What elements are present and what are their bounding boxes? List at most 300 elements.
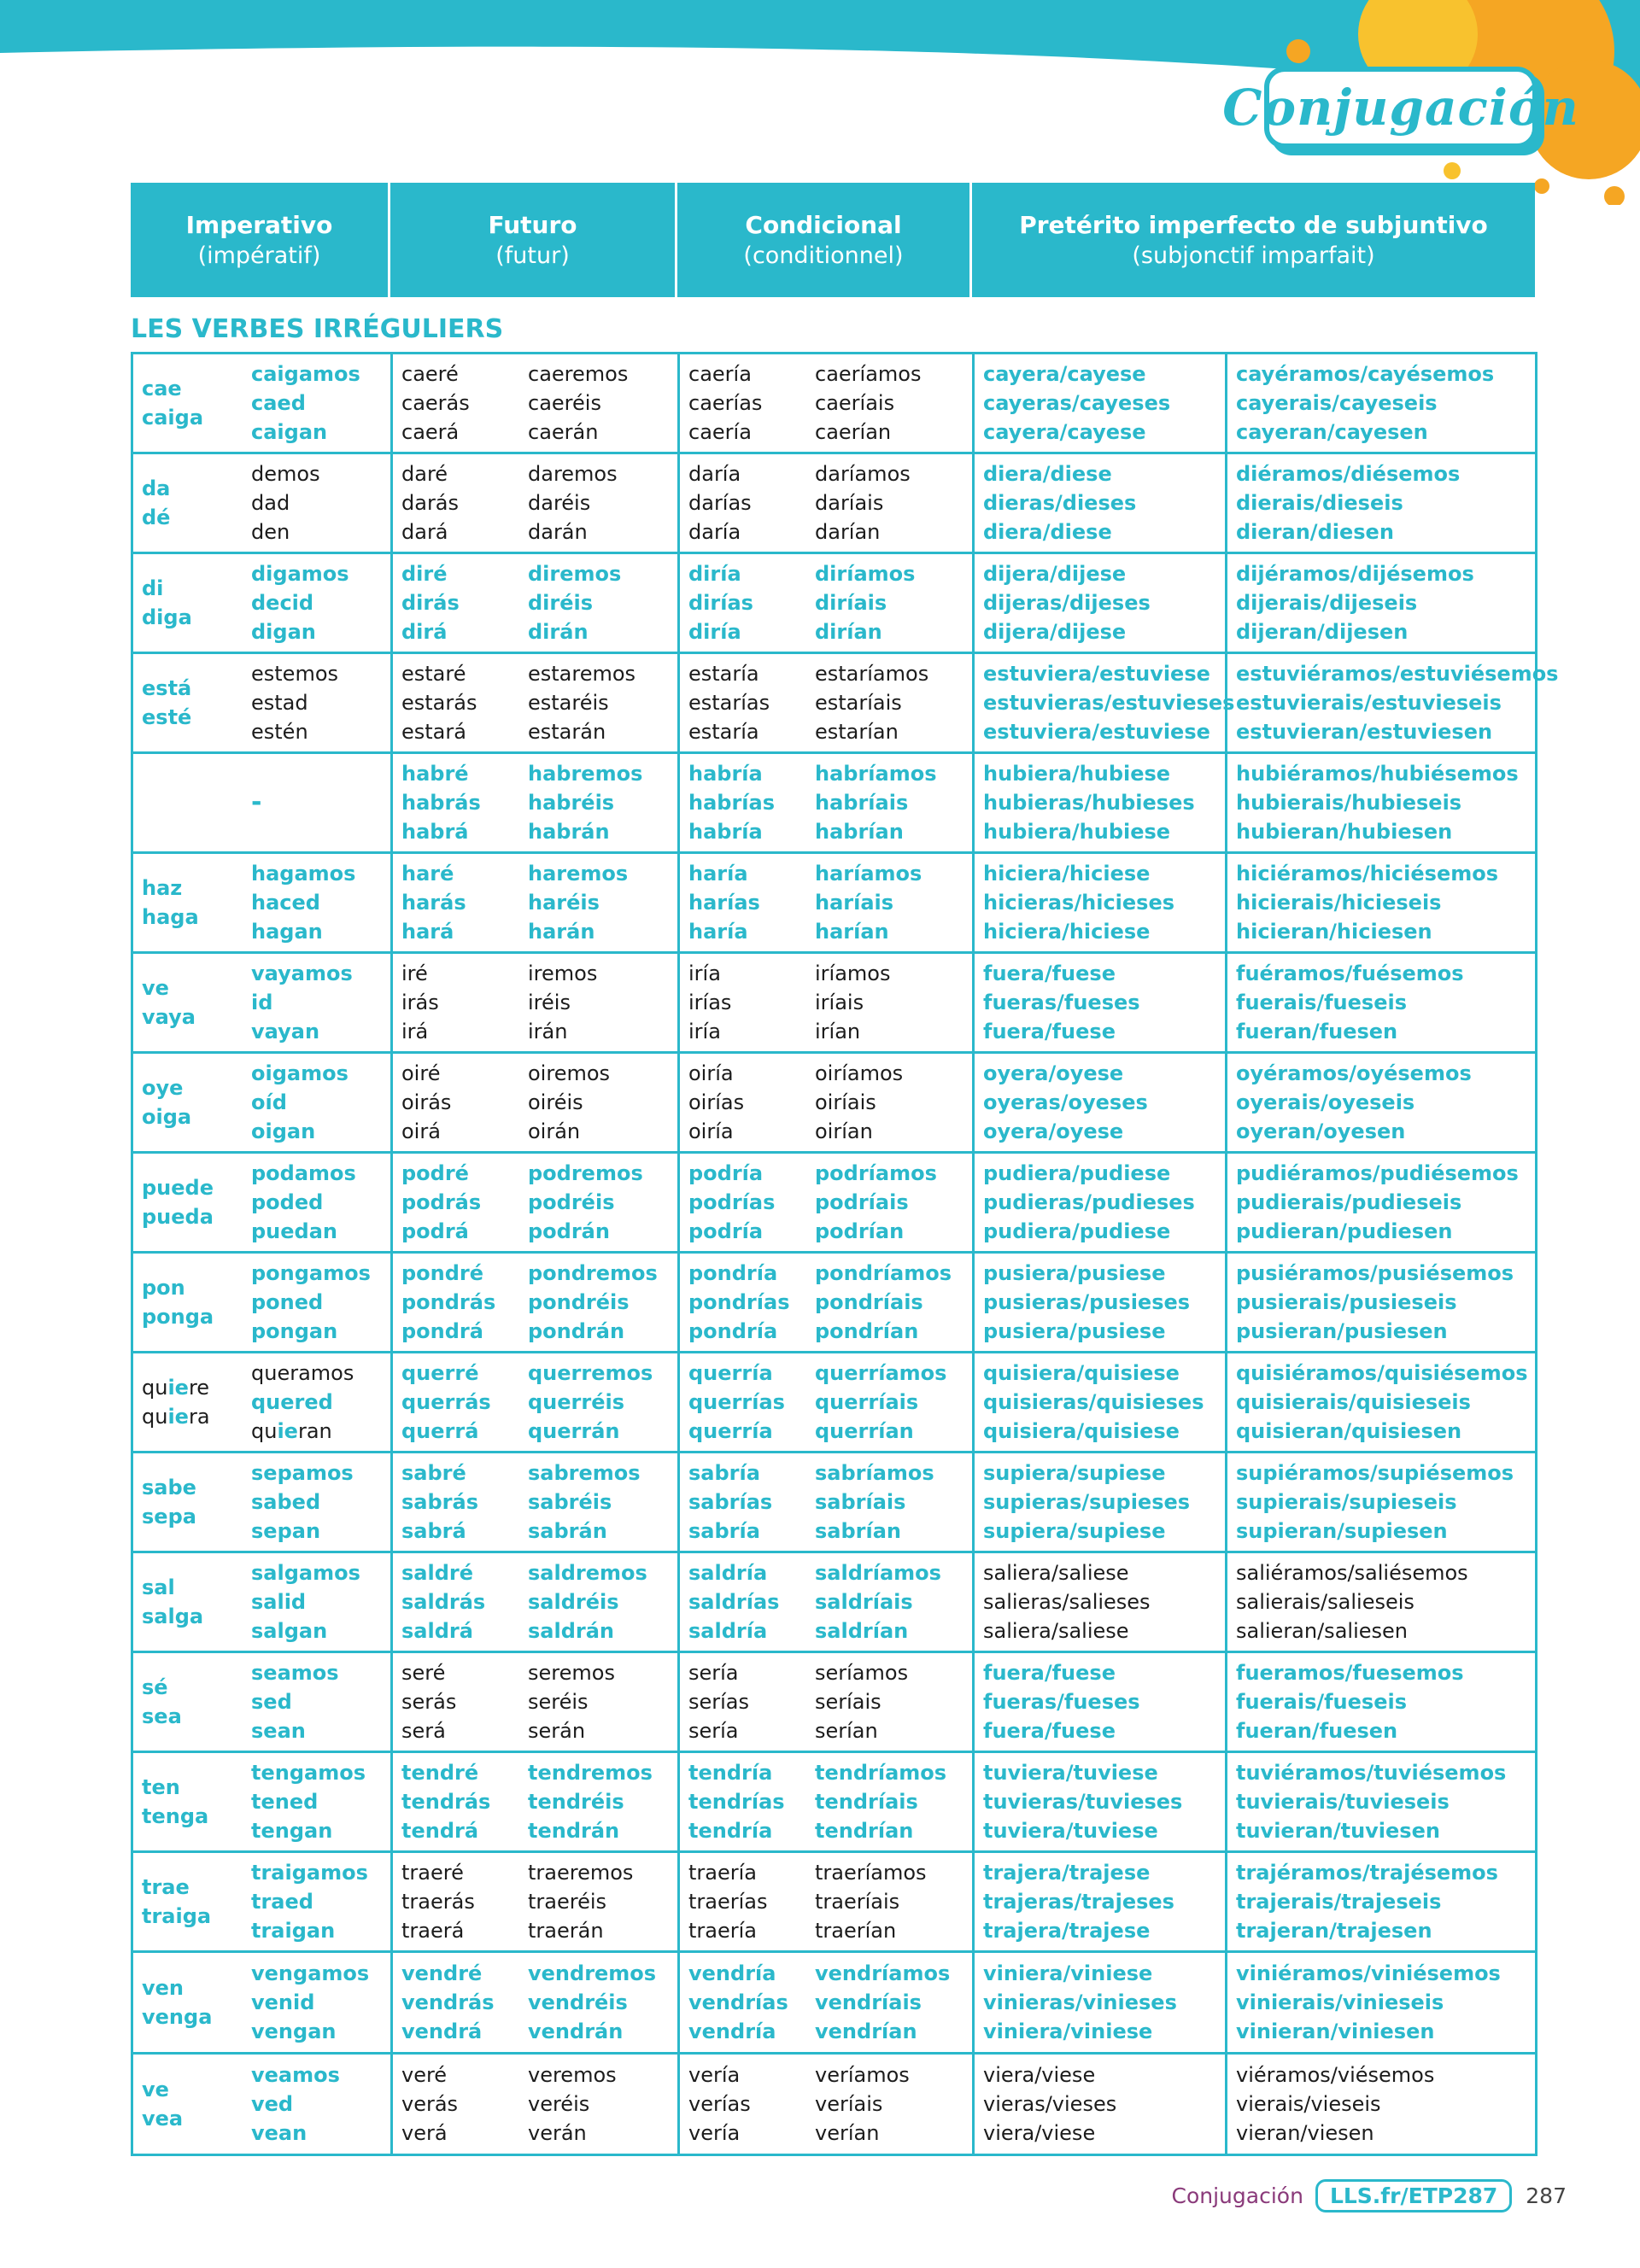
verb-form: querríais	[815, 1390, 919, 1414]
verb-form: estaría	[688, 720, 759, 744]
verb-form: iría	[688, 962, 721, 985]
cell-futuro	[392, 953, 679, 1053]
verb-form: haced	[251, 891, 320, 915]
verb-form: traeríais	[815, 1890, 900, 1914]
cell-subjuntivo-plural	[1227, 753, 1537, 853]
imperativo-singular	[142, 1173, 251, 1231]
verb-form: serán	[528, 1719, 586, 1743]
cell-condicional	[679, 1353, 974, 1453]
verb-form: traería	[688, 1919, 757, 1943]
cell-subjuntivo-plural	[1227, 1253, 1537, 1353]
verb-form: daremos	[528, 462, 618, 486]
verb-form: fueramos/fuesemos	[1236, 1661, 1464, 1685]
singular-forms	[401, 959, 528, 1046]
verb-form: supieras/supieses	[983, 1490, 1191, 1514]
verb-form: traerás	[401, 1890, 475, 1914]
verb-form: sabremos	[528, 1461, 641, 1485]
verb-form: serías	[688, 1690, 750, 1714]
verb-form: venga	[142, 2005, 213, 2029]
verb-form: pusiera/pusiese	[983, 1319, 1166, 1343]
table-row	[132, 2054, 1537, 2155]
footer-link-code[interactable]: LLS.fr/ETP287	[1315, 2179, 1512, 2212]
cell-subjuntivo-plural	[1227, 1952, 1537, 2054]
verb-form: pudiera/pudiese	[983, 1219, 1171, 1243]
plural-forms	[528, 1959, 671, 2046]
verb-form: quered	[251, 1390, 333, 1414]
verb-form: saldrás	[401, 1590, 486, 1614]
header-sub: (futur)	[495, 243, 570, 269]
verb-form: oyerais/oyeseis	[1236, 1090, 1415, 1114]
imperativo-plural	[251, 859, 384, 946]
singular-forms	[401, 2060, 528, 2148]
verb-form: demos	[251, 462, 320, 486]
singular-forms	[688, 759, 815, 846]
verb-form: daré	[401, 462, 448, 486]
plural-forms	[815, 1558, 965, 1645]
verb-form: tuvieras/tuvieses	[983, 1790, 1183, 1814]
verb-form: tendrá	[401, 1819, 479, 1843]
verb-form: traerían	[815, 1919, 897, 1943]
table-row	[132, 354, 1537, 453]
verb-form: pondrán	[528, 1319, 625, 1343]
verb-form: fueran/fuesen	[1236, 1719, 1398, 1743]
verb-form: oirás	[401, 1090, 452, 1114]
verb-form: sabrán	[528, 1519, 607, 1543]
singular-forms	[401, 1259, 528, 1346]
verb-form: dirás	[401, 591, 460, 615]
header-subjuntivo	[972, 183, 1535, 297]
verb-form: habría	[688, 820, 763, 844]
verb-form: tendremos	[528, 1761, 653, 1785]
verb-form: saldríamos	[815, 1561, 941, 1585]
verb-form: tenga	[142, 1804, 209, 1828]
verb-form: pondréis	[528, 1290, 630, 1314]
verb-form: pondríais	[815, 1290, 923, 1314]
verb-form: querrás	[401, 1390, 491, 1414]
verb-form: haréis	[528, 891, 600, 915]
singular-forms	[688, 1458, 815, 1546]
singular-forms	[688, 1259, 815, 1346]
cell-condicional	[679, 1852, 974, 1952]
plural-forms	[815, 759, 965, 846]
verb-form: sabrá	[401, 1519, 466, 1543]
verb-form: pongamos	[251, 1261, 371, 1285]
table-row	[132, 1353, 1537, 1453]
verb-form: tuvierais/tuvieseis	[1236, 1790, 1450, 1814]
verb-form: pondremos	[528, 1261, 658, 1285]
verb-form: vería	[688, 2063, 741, 2087]
verb-form: daríais	[815, 491, 884, 515]
cell-imperativo	[132, 354, 392, 453]
verb-form: cayéramos/cayésemos	[1236, 362, 1495, 386]
verb-form: vería	[688, 2121, 741, 2145]
verb-form: dijeras/dijeses	[983, 591, 1151, 615]
singular-forms	[401, 1959, 528, 2046]
verb-form: oyeras/oyeses	[983, 1090, 1148, 1114]
imperativo-plural	[251, 1658, 384, 1745]
verb-form: podrá	[401, 1219, 469, 1243]
verb-form: saliera/saliese	[983, 1561, 1129, 1585]
cell-futuro	[392, 1552, 679, 1652]
verb-form: veríais	[815, 2092, 883, 2116]
table-row	[132, 853, 1537, 953]
table-row	[132, 653, 1537, 753]
table-row	[132, 453, 1537, 553]
verb-form: oíd	[251, 1090, 287, 1114]
verb-form: pondría	[688, 1319, 778, 1343]
verb-form: ve	[142, 976, 169, 1000]
verb-form: oyera/oyese	[983, 1119, 1124, 1143]
verb-form: estemos	[251, 662, 339, 686]
cell-imperativo	[132, 453, 392, 553]
singular-forms	[688, 559, 815, 646]
imperativo-plural	[251, 1558, 384, 1645]
verb-form: estarían	[815, 720, 899, 744]
verb-form: pondría	[688, 1261, 778, 1285]
verb-form: saldrías	[688, 1590, 780, 1614]
cell-imperativo	[132, 653, 392, 753]
verb-form: saldrán	[528, 1619, 615, 1643]
verb-form: haríais	[815, 891, 894, 915]
cell-imperativo	[132, 953, 392, 1053]
cell-condicional	[679, 853, 974, 953]
verb-form: vierais/vieseis	[1236, 2092, 1381, 2116]
cell-imperativo	[132, 853, 392, 953]
verb-form: vendría	[688, 2020, 776, 2043]
header-sub: (impératif)	[197, 243, 321, 269]
verb-form: dijerais/dijeseis	[1236, 591, 1418, 615]
cell-subjuntivo-singular	[974, 1652, 1227, 1752]
verb-form: oye	[142, 1076, 184, 1100]
verb-form: caerías	[688, 391, 763, 415]
verb-form: caeríamos	[815, 362, 922, 386]
verb-form: salid	[251, 1590, 307, 1614]
imperativo-singular	[142, 1273, 251, 1331]
verb-form: estará	[401, 720, 466, 744]
verb-form: diremos	[528, 562, 622, 586]
verb-form: podréis	[528, 1190, 615, 1214]
verb-form: id	[251, 991, 273, 1014]
verb-form: hubiera/hubiese	[983, 762, 1171, 786]
verb-form: podamos	[251, 1161, 356, 1185]
verb-form: sabrás	[401, 1490, 478, 1514]
cell-futuro	[392, 1952, 679, 2054]
verb-form: caed	[251, 391, 306, 415]
cell-subjuntivo-plural	[1227, 853, 1537, 953]
verb-form: supiéramos/supiésemos	[1236, 1461, 1514, 1485]
verb-form: hubiera/hubiese	[983, 820, 1171, 844]
verb-form: querrá	[401, 1419, 479, 1443]
singular-forms	[401, 759, 528, 846]
verb-form: trajeran/trajesen	[1236, 1919, 1432, 1943]
cell-imperativo	[132, 1652, 392, 1752]
singular-forms	[688, 459, 815, 547]
verb-form: querrían	[815, 1419, 914, 1443]
verb-form: querría	[688, 1419, 773, 1443]
plural-forms	[815, 859, 965, 946]
plural-forms	[528, 1858, 671, 1945]
verb-form: sabríamos	[815, 1461, 934, 1485]
plural-forms	[815, 1658, 965, 1745]
verb-form: vendrá	[401, 2020, 483, 2043]
singular-forms	[401, 659, 528, 746]
imperativo-plural	[251, 459, 384, 547]
stem-change-highlight: ie	[277, 1419, 298, 1443]
verb-form: trae	[142, 1875, 190, 1899]
verb-form: traerías	[688, 1890, 768, 1914]
verb-form: oiríais	[815, 1090, 876, 1114]
verb-form: traeréis	[528, 1890, 607, 1914]
verb-form: vendríamos	[815, 1961, 951, 1985]
verb-form: tened	[251, 1790, 319, 1814]
singular-forms	[688, 1658, 815, 1745]
plural-forms	[528, 1558, 671, 1645]
verb-form: den	[251, 520, 290, 544]
verb-form: dirías	[688, 591, 753, 615]
verb-form: sean	[251, 1719, 306, 1743]
verb-form: ten	[142, 1775, 180, 1799]
imperativo-plural	[251, 1259, 384, 1346]
verb-form: trajéramos/trajésemos	[1236, 1861, 1498, 1885]
cell-condicional	[679, 553, 974, 653]
cell-imperativo	[132, 1852, 392, 1952]
verb-form: cayeran/cayesen	[1236, 420, 1428, 444]
verb-form: viniera/viniese	[983, 1961, 1153, 1985]
verb-form: estaremos	[528, 662, 636, 686]
verb-form: habríamos	[815, 762, 937, 786]
singular-forms	[401, 1359, 528, 1446]
verb-form: estuviera/estuviese	[983, 662, 1210, 686]
verb-form: saldremos	[528, 1561, 647, 1585]
verb-form: saliéramos/saliésemos	[1236, 1561, 1468, 1585]
imperativo-plural	[251, 1959, 384, 2046]
verb-form: serás	[401, 1690, 457, 1714]
verb-form: verían	[815, 2121, 880, 2145]
cell-futuro	[392, 1453, 679, 1552]
plural-forms	[815, 1159, 965, 1246]
verb-form: viéramos/viésemos	[1236, 2063, 1435, 2087]
verb-form: puedan	[251, 1219, 338, 1243]
verb-form: hicieran/hiciesen	[1236, 920, 1432, 944]
imperativo-singular	[142, 2075, 251, 2133]
verb-form: darías	[688, 491, 752, 515]
plural-forms	[815, 1059, 965, 1146]
verb-form: estaría	[688, 662, 759, 686]
verb-form: cayera/cayese	[983, 420, 1146, 444]
cell-subjuntivo-plural	[1227, 2054, 1537, 2155]
plural-forms	[815, 1259, 965, 1346]
singular-forms	[688, 1059, 815, 1146]
verb-form: veré	[401, 2063, 448, 2087]
plural-forms	[815, 1359, 965, 1446]
verb-form: tuvieran/tuviesen	[1236, 1819, 1440, 1843]
verb-form: seremos	[528, 1661, 615, 1685]
page-title-box	[1222, 67, 1579, 149]
verb-form: vendré	[401, 1961, 483, 1985]
table-header	[131, 183, 1535, 297]
verb-form: seré	[401, 1661, 446, 1685]
plural-forms	[528, 859, 671, 946]
verb-form: estaríamos	[815, 662, 929, 686]
verb-form: saliera/saliese	[983, 1619, 1129, 1643]
verb-form: estuvieras/estuvieses	[983, 691, 1235, 715]
verb-form: harías	[688, 891, 760, 915]
cell-imperativo	[132, 1552, 392, 1652]
cell-imperativo	[132, 2054, 392, 2155]
verb-form: sería	[688, 1661, 739, 1685]
verb-form: hicierais/hicieseis	[1236, 891, 1442, 915]
verb-form: hiciera/hiciese	[983, 862, 1151, 886]
verb-form: digan	[251, 620, 316, 644]
verb-form: quisiéramos/quisiésemos	[1236, 1361, 1528, 1385]
verb-form: vieras/vieses	[983, 2092, 1117, 2116]
verb-form: hagan	[251, 920, 323, 944]
plural-forms	[528, 659, 671, 746]
verb-form: estarás	[401, 691, 477, 715]
verb-form: habrían	[815, 820, 904, 844]
singular-forms	[401, 859, 528, 946]
verb-form: fueran/fuesen	[1236, 1020, 1398, 1043]
verb-form: decid	[251, 591, 314, 615]
verb-form: quisieran/quisiesen	[1236, 1419, 1462, 1443]
verb-form: habrías	[688, 791, 776, 815]
cell-subjuntivo-plural	[1227, 1752, 1537, 1852]
imperativo-singular	[142, 374, 251, 432]
verb-form: oiga	[142, 1105, 192, 1129]
verb-form: traerán	[528, 1919, 604, 1943]
header-main: Imperativo	[185, 211, 333, 239]
verb-form: supiera/supiese	[983, 1461, 1166, 1485]
verb-form: cayerais/cayeseis	[1236, 391, 1438, 415]
verb-form: poned	[251, 1290, 324, 1314]
plural-forms	[528, 459, 671, 547]
verb-form: sé	[142, 1675, 168, 1699]
singular-forms	[688, 1758, 815, 1845]
imperativo-singular	[142, 574, 251, 632]
verb-form: supierais/supieseis	[1236, 1490, 1457, 1514]
cell-subjuntivo-plural	[1227, 354, 1537, 453]
verb-form: vea	[142, 2107, 184, 2131]
imperativo-singular	[142, 474, 251, 532]
verb-form: irás	[401, 991, 439, 1014]
page-title: Conjugación	[1222, 79, 1579, 137]
cell-futuro	[392, 1652, 679, 1752]
page-footer	[1172, 2179, 1567, 2212]
verb-form: estad	[251, 691, 308, 715]
verb-form: haré	[401, 862, 454, 886]
singular-forms	[401, 1159, 528, 1246]
plural-forms	[528, 959, 671, 1046]
plural-forms	[815, 1959, 965, 2046]
section-title: LES VERBES IRRÉGULIERS	[131, 314, 504, 344]
verb-form: hubierais/hubieseis	[1236, 791, 1462, 815]
plural-forms	[528, 1658, 671, 1745]
verb-form: esté	[142, 705, 192, 729]
table-row	[132, 1852, 1537, 1952]
cell-futuro	[392, 453, 679, 553]
verb-form: hubieras/hubieses	[983, 791, 1195, 815]
verb-form: oirá	[401, 1119, 441, 1143]
cell-subjuntivo-singular	[974, 1752, 1227, 1852]
verb-form: hubieran/hubiesen	[1236, 820, 1453, 844]
verb-form: puede	[142, 1176, 214, 1200]
verb-form: podríamos	[815, 1161, 937, 1185]
imperativo-singular	[142, 1673, 251, 1731]
table-row	[132, 1552, 1537, 1652]
verb-form: trajeras/trajeses	[983, 1890, 1174, 1914]
imperativo-singular	[142, 1373, 251, 1431]
verb-form: sepan	[251, 1519, 321, 1543]
verb-form: saldrá	[401, 1619, 473, 1643]
cell-imperativo	[132, 1952, 392, 2054]
verb-form: vayan	[251, 1020, 320, 1043]
cell-futuro	[392, 753, 679, 853]
cell-subjuntivo-plural	[1227, 953, 1537, 1053]
verb-form: pusieran/pusiesen	[1236, 1319, 1448, 1343]
singular-forms	[688, 959, 815, 1046]
verb-form: pusiéramos/pusiésemos	[1236, 1261, 1514, 1285]
imperativo-plural	[251, 1359, 384, 1446]
verb-form: oirán	[528, 1119, 581, 1143]
verb-form: hará	[401, 920, 454, 944]
verb-form: vendremos	[528, 1961, 657, 1985]
verb-form: sabed	[251, 1490, 321, 1514]
header-sub: (subjonctif imparfait)	[1132, 243, 1375, 269]
cell-imperativo	[132, 1153, 392, 1253]
verb-form: darían	[815, 520, 881, 544]
verb-form: estuvierais/estuvieseis	[1236, 691, 1502, 715]
verb-form: querremos	[528, 1361, 653, 1385]
verb-form: dará	[401, 520, 448, 544]
verb-form: vean	[251, 2121, 308, 2145]
cell-imperativo	[132, 1053, 392, 1153]
imperativo-singular	[142, 1773, 251, 1831]
table-row	[132, 553, 1537, 653]
plural-forms	[815, 1758, 965, 1845]
verb-form: podría	[688, 1219, 764, 1243]
singular-forms	[688, 859, 815, 946]
verb-form: saldrían	[815, 1619, 909, 1643]
verb-form: oiremos	[528, 1061, 611, 1085]
cell-imperativo	[132, 1752, 392, 1852]
verb-form: tendrías	[688, 1790, 785, 1814]
verb-form: pusieras/pusieses	[983, 1290, 1191, 1314]
verb-form: pon	[142, 1276, 185, 1300]
verb-form: diera/diese	[983, 462, 1112, 486]
verb-form: saldré	[401, 1561, 473, 1585]
imperativo-singular	[142, 1073, 251, 1131]
verb-form: pongan	[251, 1319, 338, 1343]
verb-form: haríamos	[815, 862, 922, 886]
cell-subjuntivo-plural	[1227, 1153, 1537, 1253]
table-row	[132, 1453, 1537, 1552]
verb-form: querré	[401, 1361, 479, 1385]
cell-futuro	[392, 1852, 679, 1952]
verb-form: podremos	[528, 1161, 643, 1185]
cell-condicional	[679, 1153, 974, 1253]
verb-form: sed	[251, 1690, 292, 1714]
verb-form: sabrías	[688, 1490, 773, 1514]
verb-form: trajerais/trajeseis	[1236, 1890, 1442, 1914]
verb-form: habrá	[401, 820, 469, 844]
verb-form: quisierais/quisieseis	[1236, 1390, 1471, 1414]
singular-forms	[688, 1359, 815, 1446]
verb-form: iré	[401, 962, 428, 985]
verb-form: verás	[401, 2092, 459, 2116]
verb-form: fuéramos/fuésemos	[1236, 962, 1464, 985]
imperativo-plural	[251, 559, 384, 646]
verb-form: oiré	[401, 1061, 441, 1085]
